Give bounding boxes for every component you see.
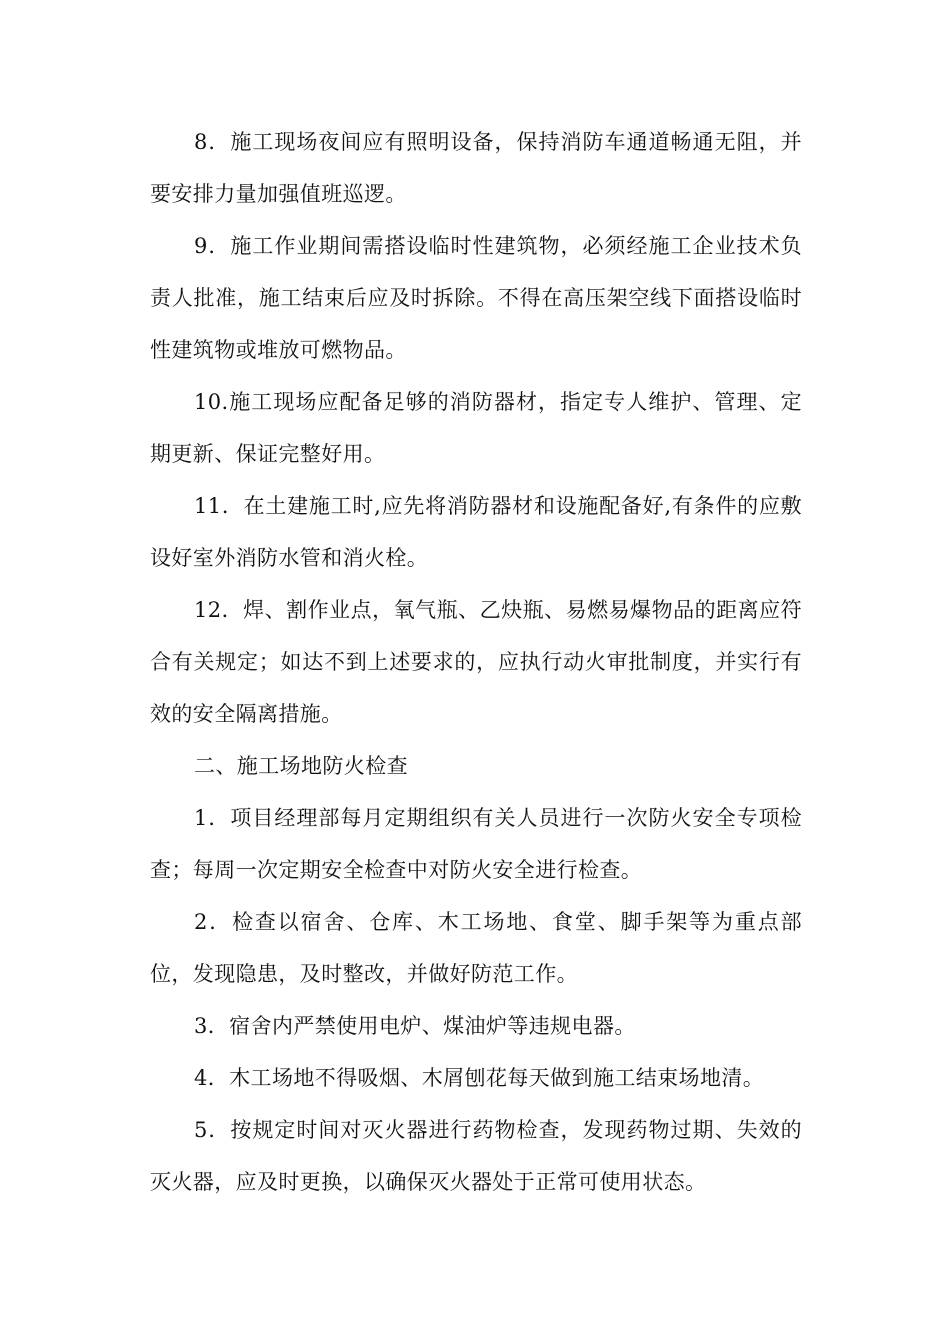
paragraph-item-1: 1．项目经理部每月定期组织有关人员进行一次防火安全专项检查；每周一次定期安全检查中对防火安全进行检查。 xyxy=(150,806,802,882)
paragraph-item-12: 12．焊、割作业点，氧气瓶、乙炔瓶、易燃易爆物品的距离应符合有关规定；如达不到上述要求的，应执行动火审批制度，并实行有效的安全隔离措施。 xyxy=(150,598,802,726)
paragraph-item-9: 9．施工作业期间需搭设临时性建筑物，必须经施工企业技术负责人批准，施工结束后应及时拆除。不得在高压架空线下面搭设临时性建筑物或堆放可燃物品。 xyxy=(150,234,802,362)
paragraph-item-8: 8．施工现场夜间应有照明设备，保持消防车通道畅通无阻，并要安排力量加强值班巡逻。 xyxy=(150,130,802,206)
paragraph-item-11: 11．在土建施工时,应先将消防器材和设施配备好,有条件的应敷设好室外消防水管和消火栓。 xyxy=(150,494,802,570)
section-heading: 二、施工场地防火检查 xyxy=(194,754,408,778)
paragraph-item-5: 5．按规定时间对灭火器进行药物检查，发现药物过期、失效的灭火器，应及时更换，以确保灭火器处于正常可使用状态。 xyxy=(150,1118,802,1194)
paragraph-item-3: 3．宿舍内严禁使用电炉、煤油炉等违规电器。 xyxy=(194,1014,636,1038)
paragraph-item-10: 10.施工现场应配备足够的消防器材，指定专人维护、管理、定期更新、保证完整好用。 xyxy=(150,390,802,466)
paragraph-item-2: 2．检查以宿舍、仓库、木工场地、食堂、脚手架等为重点部位，发现隐患，及时整改，并做好防范工作。 xyxy=(150,910,802,986)
document-body xyxy=(150,116,802,1208)
paragraph-item-4: 4．木工场地不得吸烟、木屑刨花每天做到施工结束场地清。 xyxy=(194,1066,765,1090)
